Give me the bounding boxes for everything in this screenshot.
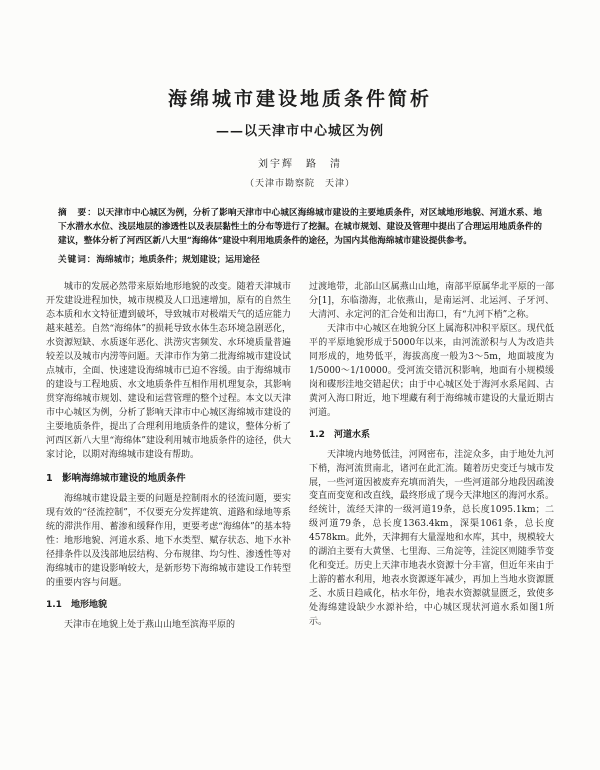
paragraph: 海绵城市建设最主要的问题是控制雨水的径流问题，要实现有效的“径流控制”，不仅要充分发挥建筑、道路和绿地等系统的滞洪作用、蓄渗和缓释作用，更要考虑“海绵体”的基本特性：地形地貌、河道水系、地下水类型、赋存状态、地下水补径排条件以及浅部地层结构、分布规律、均匀性、渗透性等对海绵城市的建设影响较大，是新形势下海绵城市建设工作转型的重要内容与问题。	[46, 494, 291, 588]
keywords-block	[46, 254, 554, 268]
section-heading-1-2: 1.2 河道水系	[309, 429, 370, 440]
paragraph: 天津境内地势低洼，河网密布，洼淀众多，由于地处九河下梢，海河流贯南北，诸河在此汇流。随着历史变迁与城市发展，一些河道因被废弃充填而消失，一些河道部分地段因疏浚变直而变宽和改直线，最终形成了现今天津地区的海河水系。经统计，流经天津的一级河道19条，总长度1095.1km；二级河道79条，总长度1363.4km，深渠1061条，总长度4578km。此外，天津拥有大量湿地和水库，其中，规模较大的湖泊主要有大黄堡、七里海、三角淀等，洼淀区则随季节变化和变迁。历史上天津市地表水资源十分丰富，但近年来由于上游的蓄水利用，地表水资源逐年减少，再加上当地水资源匮乏、水质日趋咸化，枯水年份，地表水资源就显匮乏，致使多处海绵建设缺少水源补给，中心城区现状河道水系如图1所示。	[309, 449, 554, 627]
paragraph: 城市的发展必然带来原始地形地貌的改变。随着天津城市开发建设进程加快，城市规模及人口迅速增加，原有的自然生态本质和水文特征遭到破坏，导致城市对极端天气的适应能力越来越差。自然“海绵体”的损耗导致水体生态环境急剧恶化，水资源短缺、水质逐年恶化、洪涝灾害频发、水环境质量普遍较差以及城市内涝等问题。天津市作为第二批海绵城市建设试点城市，全面、快速建设海绵城市已迫不容缓。由于海绵城市的建设与工程地质、水文地质条件互相作用机理复杂，其影响贯穿海绵城市规划、建设和运营管理的整个过程。本文以天津市中心城区为例，分析了影响天津市中心城区海绵城市建设的主要地质条件，提出了合理利用地质条件的建议，整体分析了河西区新八大里“海绵体”建设利用城市地质条件的途径，供大家讨论，以期对海绵城市建设有帮助。	[46, 282, 291, 460]
affiliation-line: （天津市勘察院 天津）	[244, 178, 355, 189]
column-right	[309, 281, 554, 632]
paragraph: 天津市中心城区在地貌分区上属海积冲积平原区。现代低平的平原地貌形成于5000年以来，由河流淤积与人为改造共同形成的，地势低平，海拔高度一般为3～5m，地面坡度为1/5000～1/10000。受河流交错沉积影响，地面有小规模缓岗和碟形洼地交错起伏；由于中心城区处于海河水系尾闾、古黄河入海口附近，地下埋藏有利于海绵城市建设的大量近期古河道。	[309, 324, 554, 418]
authors-line: 刘宇辉 路 清	[258, 158, 342, 170]
paragraph-continuation: 过渡地带，北部山区属燕山山地，南部平原属华北平原的一部分[1]，东临渤海，北依燕山，是南运河、北运河、子牙河、大清河、永定河的汇合处和出海口，有“九河下梢”之称。	[309, 282, 554, 321]
column-left	[46, 281, 291, 632]
section-heading-1-1: 1.1 地形地貌	[46, 599, 107, 610]
page-subtitle: ——以天津市中心城区为例	[215, 123, 384, 139]
page-title: 海绵城市建设地质条件简析	[167, 88, 432, 110]
abstract-block	[46, 207, 554, 249]
keywords-label: 关键词：	[58, 254, 97, 265]
abstract-text: 以天津市中心城区为例，分析了影响天津市中心城区海绵城市建设的主要地质条件，对区域地形地貌、河道水系、地下水潜水水位、浅层地层的渗透性以及表层黏性土的分布等进行了挖掘。在城市规划、建设及管理中提出了合理运用地质条件的建议，整体分析了河西区新八大里“海绵体”建设中利用地质条件的途径，为国内其他海绵城市建设提供参考。	[58, 207, 542, 246]
section-heading-1: 1 影响海绵城市建设的地质条件	[46, 472, 186, 484]
abstract-label: 摘 要：	[58, 207, 97, 218]
paragraph: 天津市在地貌上处于燕山山地至滨海平原的	[64, 619, 236, 630]
body-columns	[46, 281, 554, 632]
keywords-text: 海绵城市；地质条件；规划建设；运用途径	[96, 254, 260, 265]
